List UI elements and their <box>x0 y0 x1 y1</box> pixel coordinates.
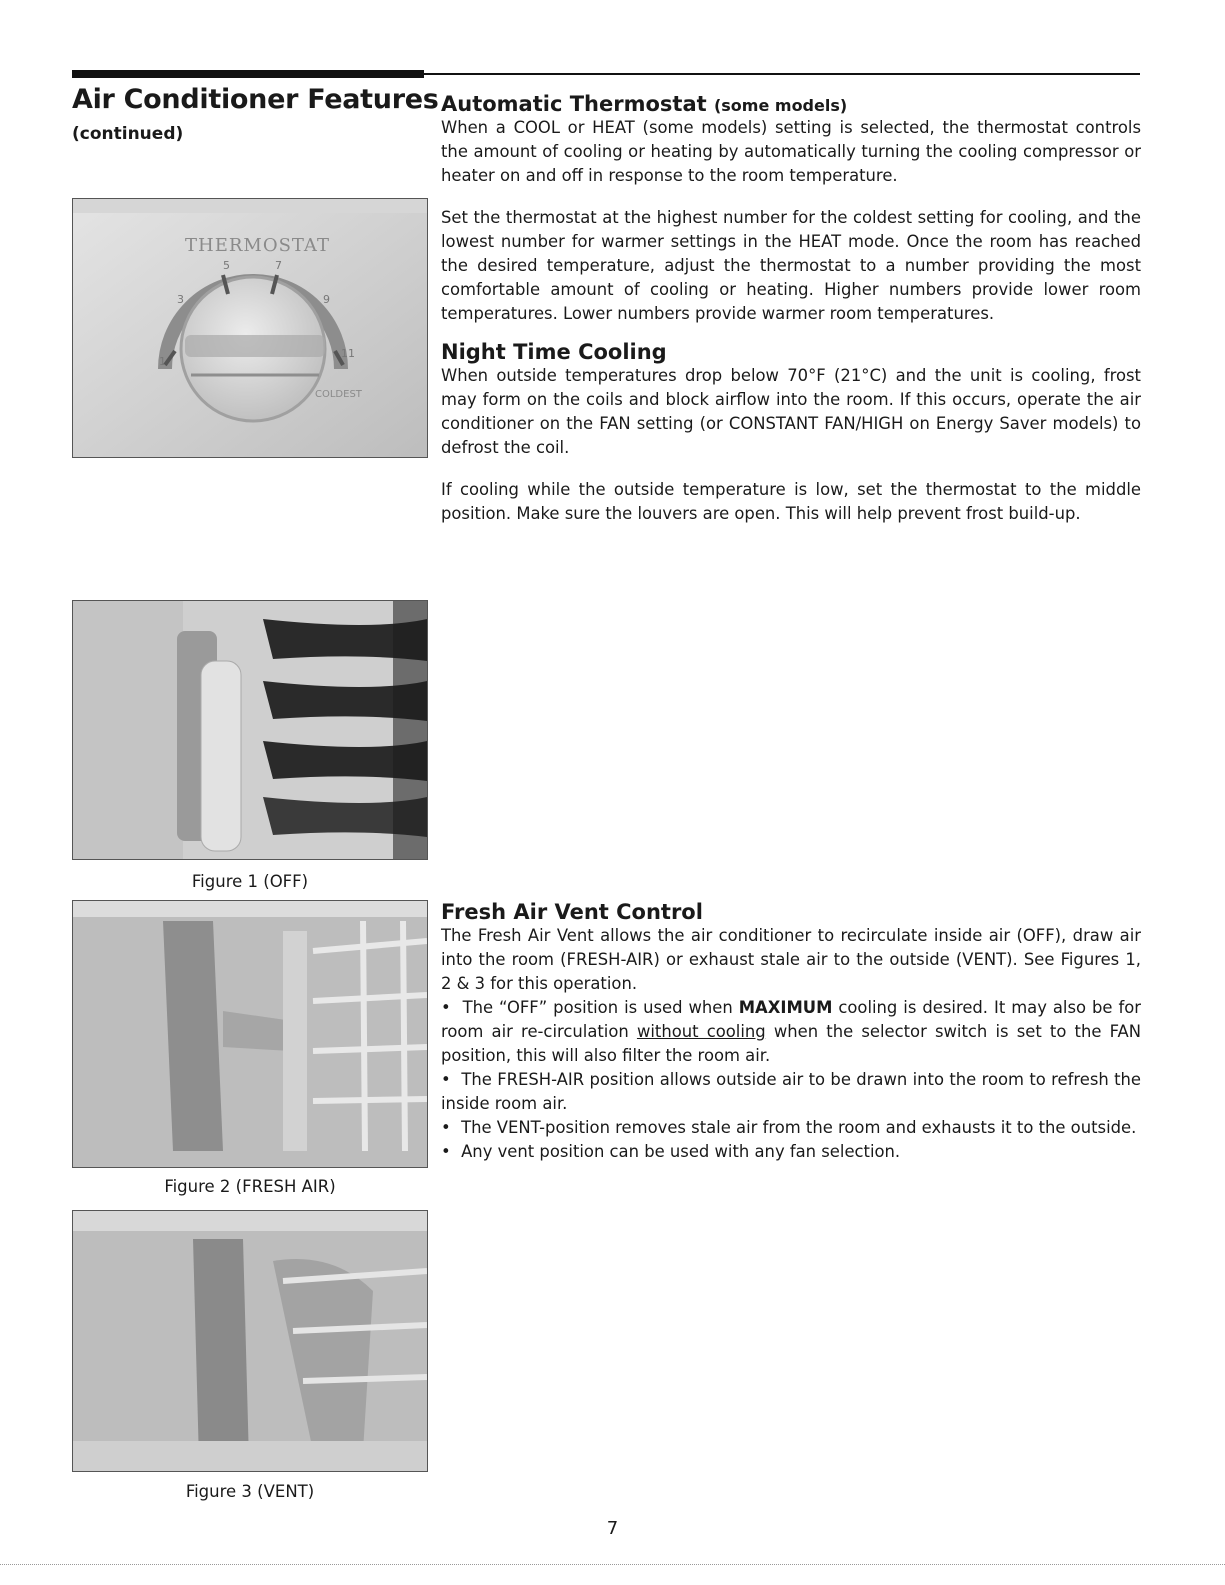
figure-1-caption: Figure 1 (OFF) <box>191 872 309 891</box>
thermostat-heading-text: Automatic Thermostat <box>441 92 707 116</box>
dial-number-5: 5 <box>223 259 230 272</box>
figure-3-caption: Figure 3 (VENT) <box>185 1482 315 1501</box>
vent-bullet-off-mid: cooling is desired. It may also be for room air re-circulation <box>441 998 1141 1041</box>
vent-bullet-fresh-air-text: The FRESH-AIR position allows outside air to be drawn into the room to refresh the inside room air. <box>441 1070 1141 1113</box>
bullet-glyph: • <box>441 998 451 1017</box>
coldest-label: COLDEST <box>315 389 362 400</box>
dial-number-11: 11 <box>341 347 355 360</box>
thermostat-dial-label: THERMOSTAT <box>185 235 330 256</box>
page-number: 7 <box>606 1518 619 1539</box>
bullet-glyph: • <box>441 1142 451 1161</box>
vent-bullet-any <box>441 1140 1141 1164</box>
vent-section <box>441 900 1141 1164</box>
vent-bullet-any-text: Any vent position can be used with any fan selection. <box>461 1142 901 1161</box>
figure-3-photo <box>72 1210 428 1472</box>
thermostat-dial-photo <box>72 198 428 458</box>
vent-bullet-off-bold: MAXIMUM <box>738 998 833 1017</box>
night-cooling-para-2: If cooling while the outside temperature is low, set the thermostat to the middle position. Make sure the louvers are open. This will help prevent frost build-up. <box>441 480 1141 523</box>
page-subtitle: (continued) <box>72 124 184 144</box>
vent-bullet-off-underline: without cooling <box>636 1022 766 1041</box>
dial-number-1: 1 <box>159 355 166 368</box>
vent-bullet-vent <box>441 1116 1141 1140</box>
bullet-glyph: • <box>441 1118 451 1137</box>
figure-2-caption: Figure 2 (FRESH AIR) <box>164 1177 336 1196</box>
night-cooling-para-1: When outside temperatures drop below 70°F (21°C) and the unit is cooling, frost may form on the coils and block airflow into the room. If this occurs, operate the air conditioner on the FAN setting (or CONSTANT FAN/HIGH on Energy Saver models) to defrost the coil. <box>441 366 1141 457</box>
vent-heading: Fresh Air Vent Control <box>441 900 703 924</box>
vent-bullet-off-post: when the selector switch is set to the FAN position, this will also filter the room air. <box>441 1022 1141 1065</box>
dial-number-9: 9 <box>323 293 330 306</box>
dial-number-3: 3 <box>177 293 184 306</box>
vent-fresh-air-illustration <box>73 901 427 1167</box>
vent-intro: The Fresh Air Vent allows the air conditioner to recirculate inside air (OFF), draw air into the room (FRESH-AIR) or exhaust stale air to the outside (VENT). See Figures 1, 2 & 3 for this operation. <box>441 926 1141 993</box>
thermostat-para-2: Set the thermostat at the highest number for the coldest setting for cooling, and the lowest number for warmer settings in the HEAT mode. Once the room has reached the desired temperature, adjust the thermostat to a number providing the most comfortable amount of cooling or heating. Higher numbers provide lower room temperatures. Lower numbers provide warmer room temperatures. <box>441 208 1141 323</box>
thermostat-para-1: When a COOL or HEAT (some models) setting is selected, the thermostat controls the amount of cooling or heating by automatically turning the cooling compressor or heater on and off in response to the room temperature. <box>441 118 1141 185</box>
night-cooling-heading: Night Time Cooling <box>441 340 667 364</box>
dial-number-7: 7 <box>275 259 282 272</box>
figure-1-photo <box>72 600 428 860</box>
bullet-glyph: • <box>441 1070 451 1089</box>
vent-off-illustration <box>73 601 427 859</box>
thermostat-section <box>441 92 1141 526</box>
bottom-dotted-rule <box>0 1564 1225 1566</box>
thermostat-heading <box>441 92 1141 116</box>
vent-exhaust-illustration <box>73 1211 427 1471</box>
vent-bullet-off-pre: The “OFF” position is used when <box>462 998 739 1017</box>
vent-bullet-vent-text: The VENT-position removes stale air from the room and exhausts it to the outside. <box>461 1118 1137 1137</box>
vent-bullet-off <box>441 996 1141 1068</box>
page-title: Air Conditioner Features <box>72 84 439 115</box>
figure-2-photo <box>72 900 428 1168</box>
vent-bullet-fresh-air <box>441 1068 1141 1116</box>
thermostat-heading-note: (some models) <box>713 96 848 115</box>
header-rule-thick <box>72 70 424 78</box>
header-rule-thin <box>424 73 1140 75</box>
